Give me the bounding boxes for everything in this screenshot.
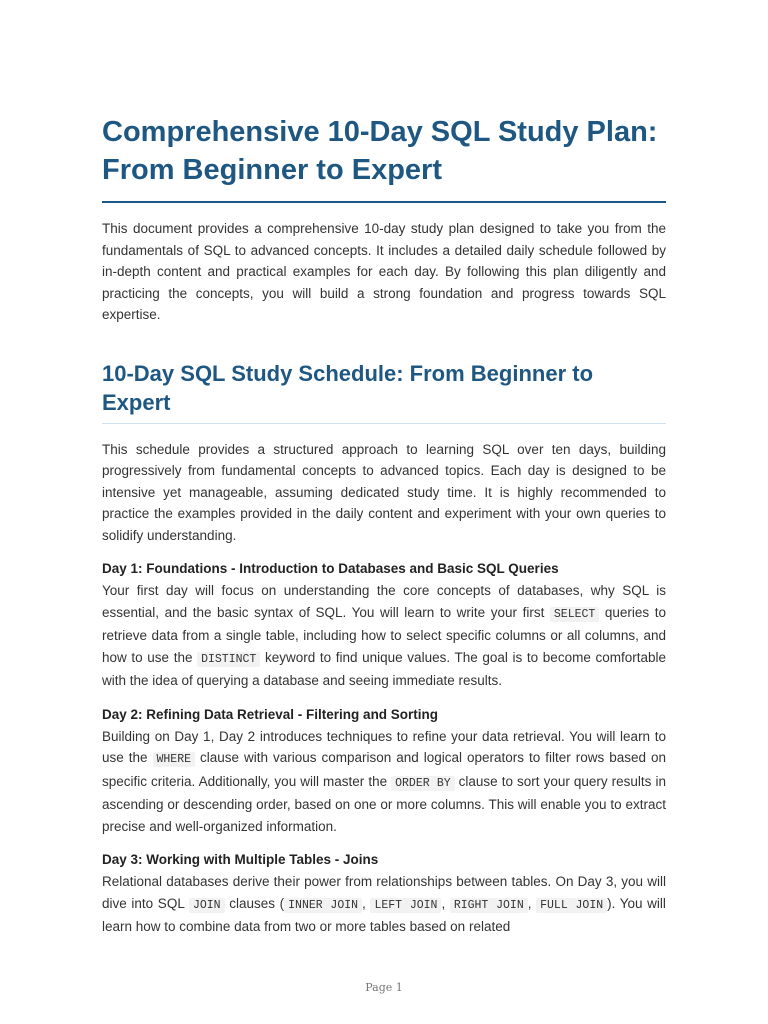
text-run: Building on Day 1, Day 2 introduces techniques to refine your data retrieval. You will learn to use the bbox=[102, 728, 666, 765]
inline-code: INNER JOIN bbox=[284, 898, 362, 913]
text-run: , bbox=[441, 895, 450, 911]
schedule-intro-paragraph: This schedule provides a structured approach to learning SQL over ten days, building progressively from fundamental concepts to advanced topics. Each day is designed to be intensive yet manageable, assuming dedicated study time. It is highly recommended to practice the examples provided in the daily content and experiment with your own queries to solidify understanding. bbox=[102, 441, 666, 543]
page-number: Page 1 bbox=[365, 981, 403, 994]
day-1-paragraph bbox=[102, 580, 666, 692]
schedule-heading: 10-Day SQL Study Schedule: From Beginner to Expert bbox=[102, 359, 666, 424]
inline-code: WHERE bbox=[153, 752, 196, 767]
inline-code: FULL JOIN bbox=[536, 898, 607, 913]
text-run: clause to sort your query results in ascending or descending order, based on one or more columns. This will enable you to extract precise and well-organized information. bbox=[102, 773, 666, 834]
inline-code: ORDER BY bbox=[391, 776, 455, 791]
document-page bbox=[102, 113, 666, 938]
intro-paragraph: This document provides a comprehensive 10-day study plan designed to take you from the fundamentals of SQL to advanced concepts. It includes a detailed daily schedule followed by in-depth content and practical examples for each day. By following this plan diligently and practicing the concepts, you will build a strong foundation and progress towards SQL expertise. bbox=[102, 221, 666, 322]
text-run: keyword to find unique values. The goal is to become comfortable with the idea of querying a database and seeing immediate results. bbox=[102, 649, 666, 688]
day-3-paragraph bbox=[102, 871, 666, 938]
document-title: Comprehensive 10-Day SQL Study Plan: From Beginner to Expert bbox=[102, 113, 666, 203]
inline-code: SELECT bbox=[550, 607, 599, 622]
text-run: , bbox=[362, 895, 371, 911]
text-run: Relational databases derive their power from relationships between tables. On Day 3, you will dive into SQL bbox=[102, 874, 666, 911]
text-run: , bbox=[527, 895, 537, 911]
day-1-section bbox=[102, 559, 666, 692]
day-2-paragraph bbox=[102, 726, 666, 838]
inline-code: LEFT JOIN bbox=[370, 898, 441, 913]
text-run: clauses ( bbox=[224, 895, 285, 911]
day-2-heading: Day 2: Refining Data Retrieval - Filtering and Sorting bbox=[102, 706, 439, 722]
inline-code: RIGHT JOIN bbox=[450, 898, 528, 913]
text-run: ). You will learn how to combine data from two or more tables based on related bbox=[102, 895, 666, 934]
day-2-section bbox=[102, 705, 666, 838]
day-1-heading: Day 1: Foundations - Introduction to Databases and Basic SQL Queries bbox=[102, 561, 559, 576]
text-run: Your first day will focus on understanding the core concepts of databases, why SQL is essential, and the basic syntax of SQL. You will learn to write your first bbox=[102, 583, 666, 620]
text-run: queries to retrieve data from a single table, including how to select specific columns or all columns, and how to use the bbox=[102, 604, 666, 665]
text-run: clause with various comparison and logical operators to filter rows based on specific criteria. Additionally, you will master the bbox=[102, 750, 666, 789]
inline-code: DISTINCT bbox=[197, 652, 260, 667]
inline-code: JOIN bbox=[189, 898, 225, 913]
day-3-heading: Day 3: Working with Multiple Tables - Joins bbox=[102, 852, 379, 867]
day-3-section bbox=[102, 850, 666, 938]
